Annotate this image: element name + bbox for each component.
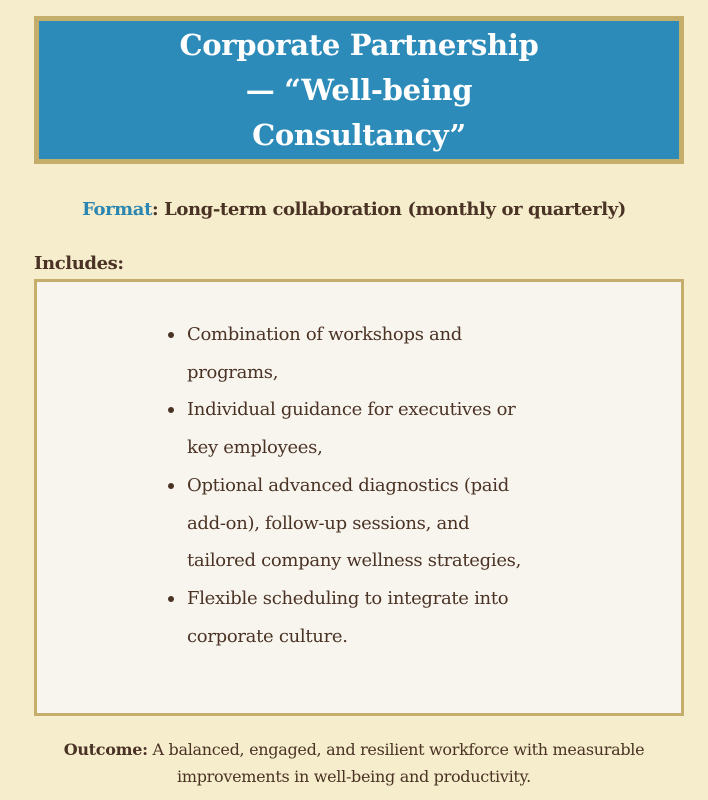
list-item-text: Flexible scheduling to integrate into corporate culture. [187, 587, 509, 647]
format-label: Format [82, 199, 152, 220]
list-item [187, 467, 537, 580]
includes-list [187, 316, 537, 655]
bullet-icon [168, 407, 174, 413]
bullet-icon [168, 332, 174, 338]
outcome-paragraph [20, 736, 688, 790]
format-line [0, 196, 708, 224]
format-separator: : [152, 199, 159, 220]
includes-box [34, 279, 684, 716]
list-item-text: Individual guidance for executives or key employees, [187, 399, 516, 459]
outcome-text: A balanced, engaged, and resilient workforce with measurable improvements in well-being and productivity. [147, 740, 645, 786]
page-title: Corporate Partnership — “Well-being Consultancy” [179, 27, 539, 152]
format-value: Long-term collaboration (monthly or quarterly) [158, 199, 626, 220]
list-item [187, 580, 537, 655]
list-item-text: Combination of workshops and programs, [187, 324, 462, 383]
bullet-icon [168, 483, 174, 489]
includes-heading: Includes: [34, 253, 124, 274]
bullet-icon [168, 596, 174, 602]
title-banner [34, 16, 684, 164]
list-item [187, 391, 537, 466]
list-item [187, 316, 537, 391]
outcome-label: Outcome: [63, 740, 148, 759]
list-item-text: Optional advanced diagnostics (paid add-on), follow-up sessions, and tailored company wellness strategies, [187, 474, 522, 572]
